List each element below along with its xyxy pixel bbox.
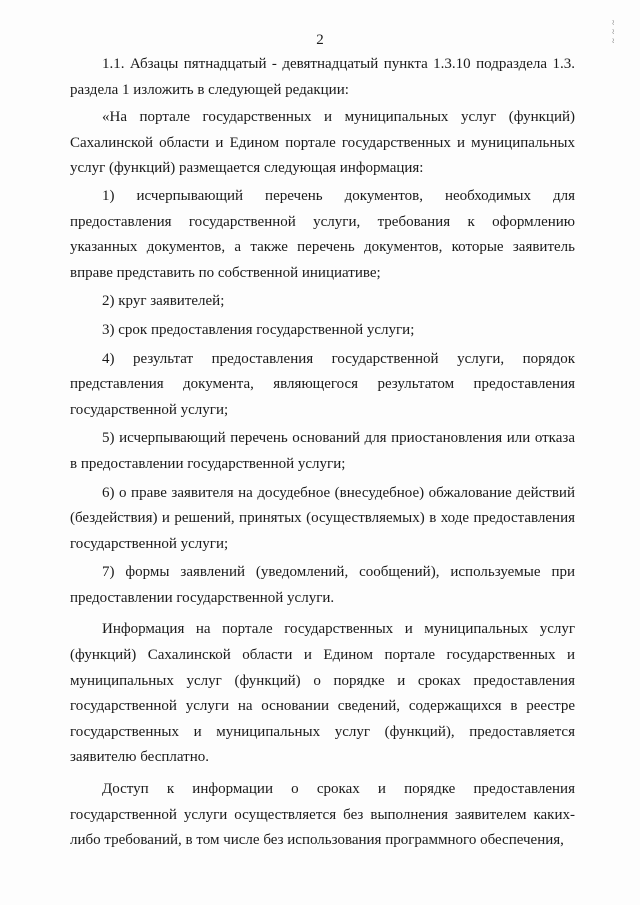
list-item-4: 4) результат предоставления государственной услуги, порядок представления документа, являющегося результатом предоставления государственной услуги; xyxy=(70,350,575,418)
page-number: 2 xyxy=(316,32,324,48)
list-item-6: 6) о праве заявителя на досудебное (внесудебное) обжалование действий (бездействия) и решений, принятых (осуществляемых) в ходе предоставления государственной услуги; xyxy=(70,484,575,552)
list-item-7: 7) формы заявлений (уведомлений, сообщений), используемые при предоставлении государственной услуги. xyxy=(70,564,575,606)
paragraph-access: Доступ к информации о сроках и порядке предоставления государственной услуги осуществляется без выполнения заявителем каких-либо требований, в том числе без использования программного обеспечения, xyxy=(70,781,575,849)
margin-mark: ~ ~ ~ xyxy=(608,20,618,45)
paragraph-free-info: Информация на портале государственных и муниципальных услуг (функций) Сахалинской области и Едином портале государственных и муниципальных услуг (функций) о порядке и сроках предоставления государственной услуги на основании сведений, содержащихся в реестре государственных и муниципальных услуг (функций), предоставляется заявителю бесплатно. xyxy=(70,621,575,766)
list-item-3: 3) срок предоставления государственной услуги; xyxy=(102,321,415,338)
list-item-1: 1) исчерпывающий перечень документов, необходимых для предоставления государственной услуги, требования к оформлению указанных документов, а также перечень документов, которые заявитель вправе представить по собственной инициативе; xyxy=(70,187,575,281)
paragraph-amendment-intro: 1.1. Абзацы пятнадцатый - девятнадцатый пункта 1.3.10 подраздела 1.3. раздела 1 изложить в следующей редакции: xyxy=(70,56,575,98)
list-item-2: 2) круг заявителей; xyxy=(102,293,225,310)
document-body xyxy=(70,52,575,856)
list-item-5: 5) исчерпывающий перечень оснований для приостановления или отказа в предоставлении государственной услуги; xyxy=(70,430,575,472)
paragraph-portal-info: «На портале государственных и муниципальных услуг (функций) Сахалинской области и Едином портале государственных и муниципальных услуг (функций) размещается следующая информация: xyxy=(70,109,575,177)
